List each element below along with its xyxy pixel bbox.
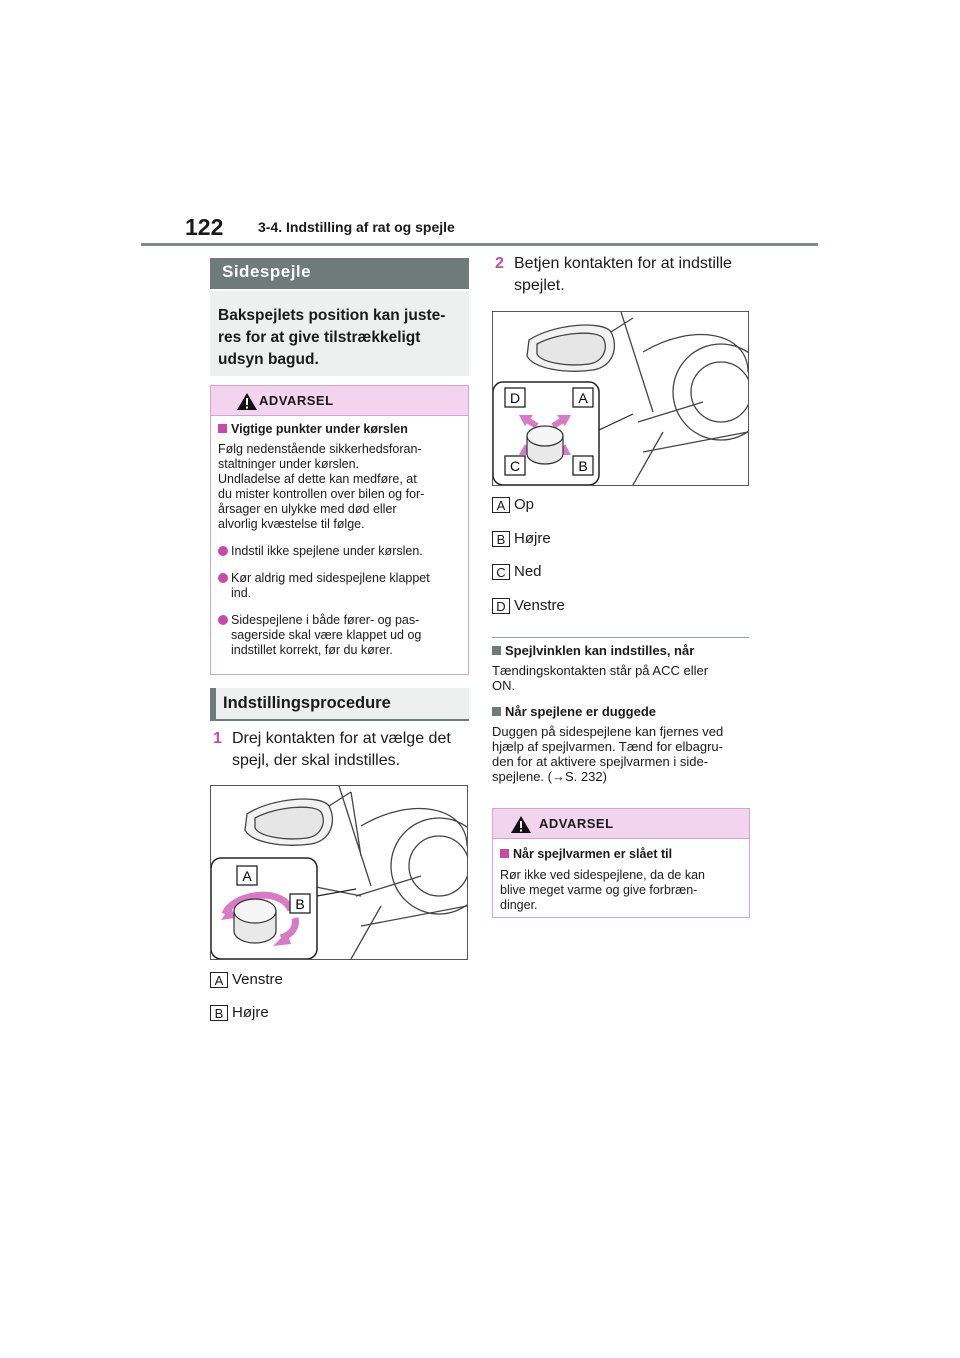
warning-bullet: sagerside skal være klappet ud og <box>231 628 422 642</box>
warning-header <box>211 386 468 416</box>
legend-item <box>492 561 542 583</box>
mirror-adjust-illustration <box>493 312 748 485</box>
mirror-select-figure <box>210 785 468 960</box>
warning-heading: Når spejlvarmen er slået til <box>513 847 673 861</box>
figure-label-c: C <box>509 458 521 474</box>
intro-line: res for at give tilstrækkeligt <box>218 329 421 346</box>
legend-item <box>210 969 283 991</box>
step-2 <box>495 253 764 297</box>
legend-text: Ned <box>514 563 542 580</box>
step-number: 2 <box>495 255 504 272</box>
intro-line: Bakspejlets position kan juste- <box>218 307 446 324</box>
step-1 <box>213 728 472 772</box>
round-bullet-icon <box>218 573 228 583</box>
notes-divider <box>492 637 749 638</box>
warning-body <box>211 416 468 664</box>
note-title: Når spejlene er duggede <box>505 704 656 719</box>
figure-label-a: A <box>242 868 252 884</box>
warning-bullet: Kør aldrig med sidespejlene klappet <box>231 571 430 585</box>
warning-line: alvorlig kvæstelse til følge. <box>218 517 365 531</box>
step-text: Drej kontakten for at vælge det <box>232 730 451 747</box>
warning-box-left <box>210 385 469 675</box>
note-line: den for at aktivere spejlvarmen i side- <box>492 754 709 769</box>
warning-label: ADVARSEL <box>259 393 334 408</box>
mirror-select-illustration <box>211 786 467 959</box>
legend-text: Højre <box>232 1004 269 1021</box>
square-bullet-icon <box>500 849 509 858</box>
note-fog <box>492 704 754 784</box>
legend-item <box>492 595 565 617</box>
intro-line: udsyn bagud. <box>218 351 319 368</box>
legend-text: Venstre <box>232 971 283 988</box>
warning-bullet: indstillet korrekt, før du kører. <box>231 643 393 657</box>
legend-key: B <box>492 531 510 547</box>
legend-key: B <box>210 1005 228 1021</box>
warning-bullet: ind. <box>231 586 252 600</box>
legend-key: A <box>492 497 510 513</box>
page-number: 122 <box>185 214 224 240</box>
warning-bullet: Indstil ikke spejlene under kørslen. <box>231 544 423 558</box>
legend-key: D <box>492 598 510 614</box>
step-text: Betjen kontakten for at indstille <box>514 255 732 272</box>
square-bullet-icon <box>492 707 501 716</box>
step-number: 1 <box>213 730 222 747</box>
warning-bullet: Sidespejlene i både fører- og pas- <box>231 613 420 627</box>
note-ignition <box>492 643 752 693</box>
intro-box <box>210 291 469 376</box>
round-bullet-icon <box>218 615 228 625</box>
step-text: spejlet. <box>514 277 565 294</box>
note-line: spejlene. (→S. 232) <box>492 769 607 784</box>
figure-label-d: D <box>509 390 521 406</box>
legend-item <box>210 1002 269 1024</box>
warning-line: du mister kontrollen over bilen og for- <box>218 487 425 501</box>
note-line: hjælp af spejlvarmen. Tænd for elbagru- <box>492 739 723 754</box>
section-title: Sidespejle <box>210 258 469 289</box>
note-line: Tændingskontakten står på ACC eller <box>492 663 709 678</box>
warning-line: dinger. <box>500 898 538 912</box>
header-divider <box>141 243 818 246</box>
figure-label-a: A <box>578 390 588 406</box>
warning-line: blive meget varme og give forbræn- <box>500 883 698 897</box>
step-text: spejl, der skal indstilles. <box>232 752 401 769</box>
legend-text: Op <box>514 496 535 513</box>
warning-header <box>493 809 749 839</box>
warning-line: staltninger under kørslen. <box>218 457 360 471</box>
legend-item <box>492 494 534 516</box>
warning-body <box>493 839 749 919</box>
legend-text: Venstre <box>514 597 565 614</box>
chapter-title: 3-4. Indstilling af rat og spejle <box>258 219 455 235</box>
legend-key: A <box>210 972 228 988</box>
warning-label: ADVARSEL <box>539 816 614 831</box>
warning-triangle-icon <box>236 392 258 411</box>
square-bullet-icon <box>492 646 501 655</box>
procedure-title: Indstillingsprocedure <box>210 688 469 721</box>
warning-triangle-icon <box>510 815 532 834</box>
warning-heading: Vigtige punkter under kørslen <box>231 422 408 436</box>
figure-label-b: B <box>578 458 588 474</box>
legend-key: C <box>492 564 510 580</box>
warning-line: årsager en ulykke med død eller <box>218 502 397 516</box>
note-line: Duggen på sidespejlene kan fjernes ved <box>492 724 724 739</box>
mirror-adjust-figure <box>492 311 749 486</box>
warning-box-right <box>492 808 750 918</box>
legend-item <box>492 528 551 550</box>
figure-label-b: B <box>295 896 305 912</box>
square-bullet-icon <box>218 424 227 433</box>
note-line: ON. <box>492 678 516 693</box>
warning-line: Følg nedenstående sikkerhedsforan- <box>218 442 422 456</box>
round-bullet-icon <box>218 546 228 556</box>
warning-line: Undladelse af dette kan medføre, at <box>218 472 417 486</box>
warning-line: Rør ikke ved sidespejlene, da de kan <box>500 868 705 882</box>
legend-text: Højre <box>514 530 551 547</box>
note-title: Spejlvinklen kan indstilles, når <box>505 643 695 658</box>
